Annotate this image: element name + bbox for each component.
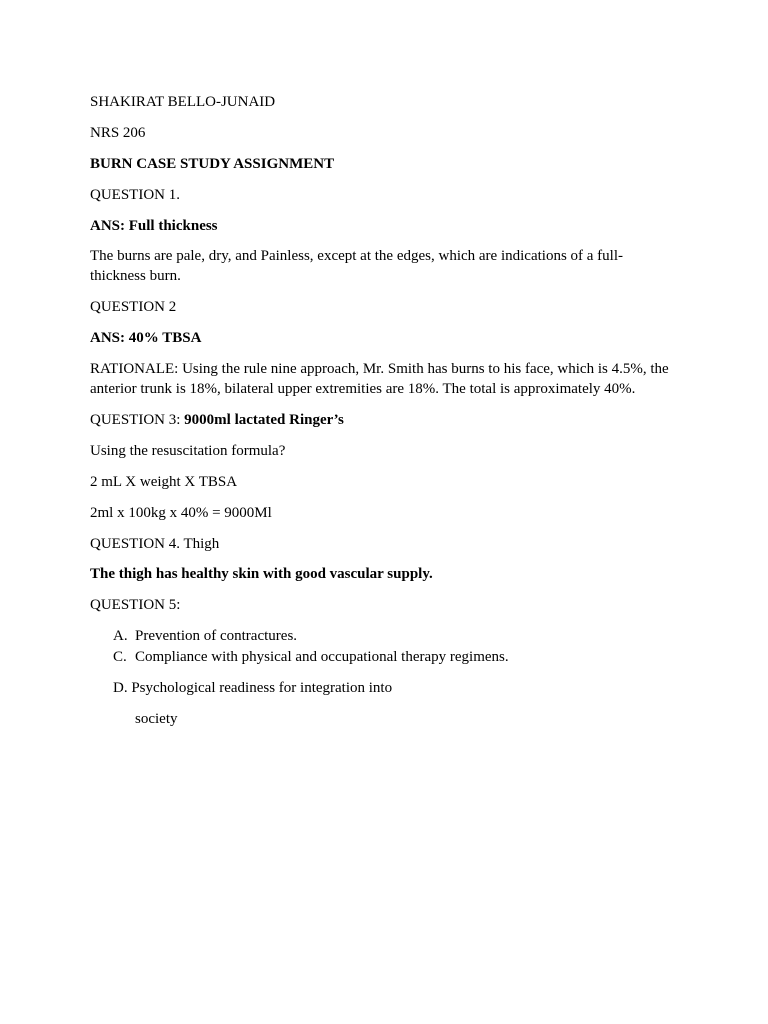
question-5-item-d: D. Psychological readiness for integration into bbox=[113, 680, 393, 697]
question-3-line bbox=[90, 410, 678, 430]
question-2-heading: QUESTION 2 bbox=[90, 299, 177, 316]
question-1-explanation-line: The burns are pale, dry, and Painless, except at the edges, which are indications of a full- bbox=[90, 248, 624, 265]
question-5-heading: QUESTION 5: bbox=[90, 597, 181, 614]
question-2-rationale-line: RATIONALE: Using the rule nine approach, Mr. Smith has burns to his face, which is 4.5%, the bbox=[90, 361, 669, 378]
assignment-title: BURN CASE STUDY ASSIGNMENT bbox=[90, 155, 335, 172]
question-3-heading: QUESTION 3: bbox=[90, 412, 181, 429]
question-2-answer: ANS: 40% TBSA bbox=[90, 330, 202, 347]
list-marker: C. bbox=[113, 649, 127, 666]
list-item bbox=[113, 626, 678, 646]
course-code: NRS 206 bbox=[90, 124, 146, 141]
question-5-list bbox=[90, 626, 678, 667]
author-name: SHAKIRAT BELLO-JUNAID bbox=[90, 94, 276, 110]
list-item-text: Compliance with physical and occupational therapy regimens. bbox=[135, 649, 509, 666]
question-3-formula-intro: Using the resuscitation formula? bbox=[90, 442, 286, 459]
question-3-calculation: 2ml x 100kg x 40% = 9000Ml bbox=[90, 504, 272, 521]
question-3-answer: 9000ml lactated Ringer’s bbox=[184, 412, 344, 429]
question-1-answer: ANS: Full thickness bbox=[90, 217, 218, 234]
list-item-text: Prevention of contractures. bbox=[135, 628, 298, 645]
question-3-formula: 2 mL X weight X TBSA bbox=[90, 473, 238, 490]
question-1-explanation bbox=[90, 246, 678, 286]
question-5-item-d-continuation: society bbox=[135, 711, 178, 728]
question-1-explanation-line: thickness burn. bbox=[90, 268, 181, 285]
question-1-heading: QUESTION 1. bbox=[90, 186, 180, 203]
question-4-heading: QUESTION 4. Thigh bbox=[90, 535, 220, 552]
list-item bbox=[113, 647, 678, 667]
question-2-rationale bbox=[90, 359, 678, 399]
question-2-rationale-line: anterior trunk is 18%, bilateral upper extremities are 18%. The total is approximately 40%. bbox=[90, 381, 636, 398]
list-marker: A. bbox=[113, 628, 128, 645]
question-4-answer: The thigh has healthy skin with good vascular supply. bbox=[90, 566, 433, 583]
